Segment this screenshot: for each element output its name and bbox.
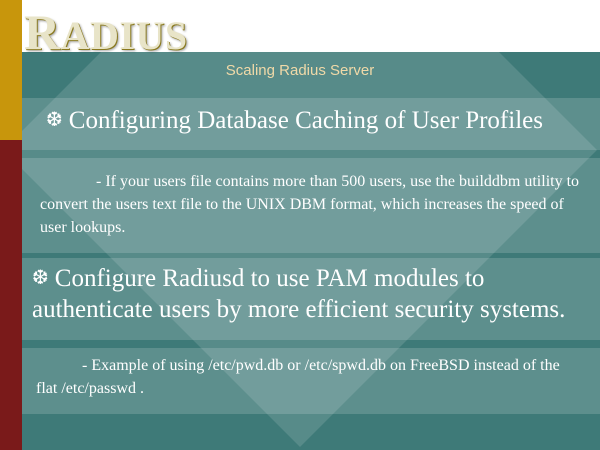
body-paragraph-1-line-1: - If your users file contains more than 500 users, use the [96,173,456,190]
bullet-item-2-label: Configure Radiusd to use PAM modules to authenticate users by more efficient security systems. [32,265,566,323]
page-title-initial: R [24,4,61,60]
body-paragraph-1 [40,170,580,239]
bullet-item-1 [46,104,586,136]
bullet-item-1-label: Configuring Database Caching of User Profiles [68,107,543,134]
page-title [24,3,188,61]
bullet-marker-icon: ❆ [46,107,63,131]
bullet-marker-icon: ❆ [32,265,49,289]
left-accent-bar-dark [0,140,22,450]
body-paragraph-2 [36,354,581,400]
slide-subtitle: Scaling Radius Server [225,62,375,79]
body-paragraph-2-line-2: instead of the flat /etc/passwd . [36,357,560,397]
page-title-rest: ADIUS [60,13,188,58]
body-paragraph-1-line-3: format, which increases the speed of user lookups. [40,196,564,236]
bullet-item-2 [32,262,577,325]
body-paragraph-1-line-2: builddbm utility to convert the users text file to the UNIX DBM [40,173,580,213]
body-paragraph-2-line-1: - Example of using /etc/pwd.db or /etc/spwd.db on FreeBSD [82,357,470,374]
